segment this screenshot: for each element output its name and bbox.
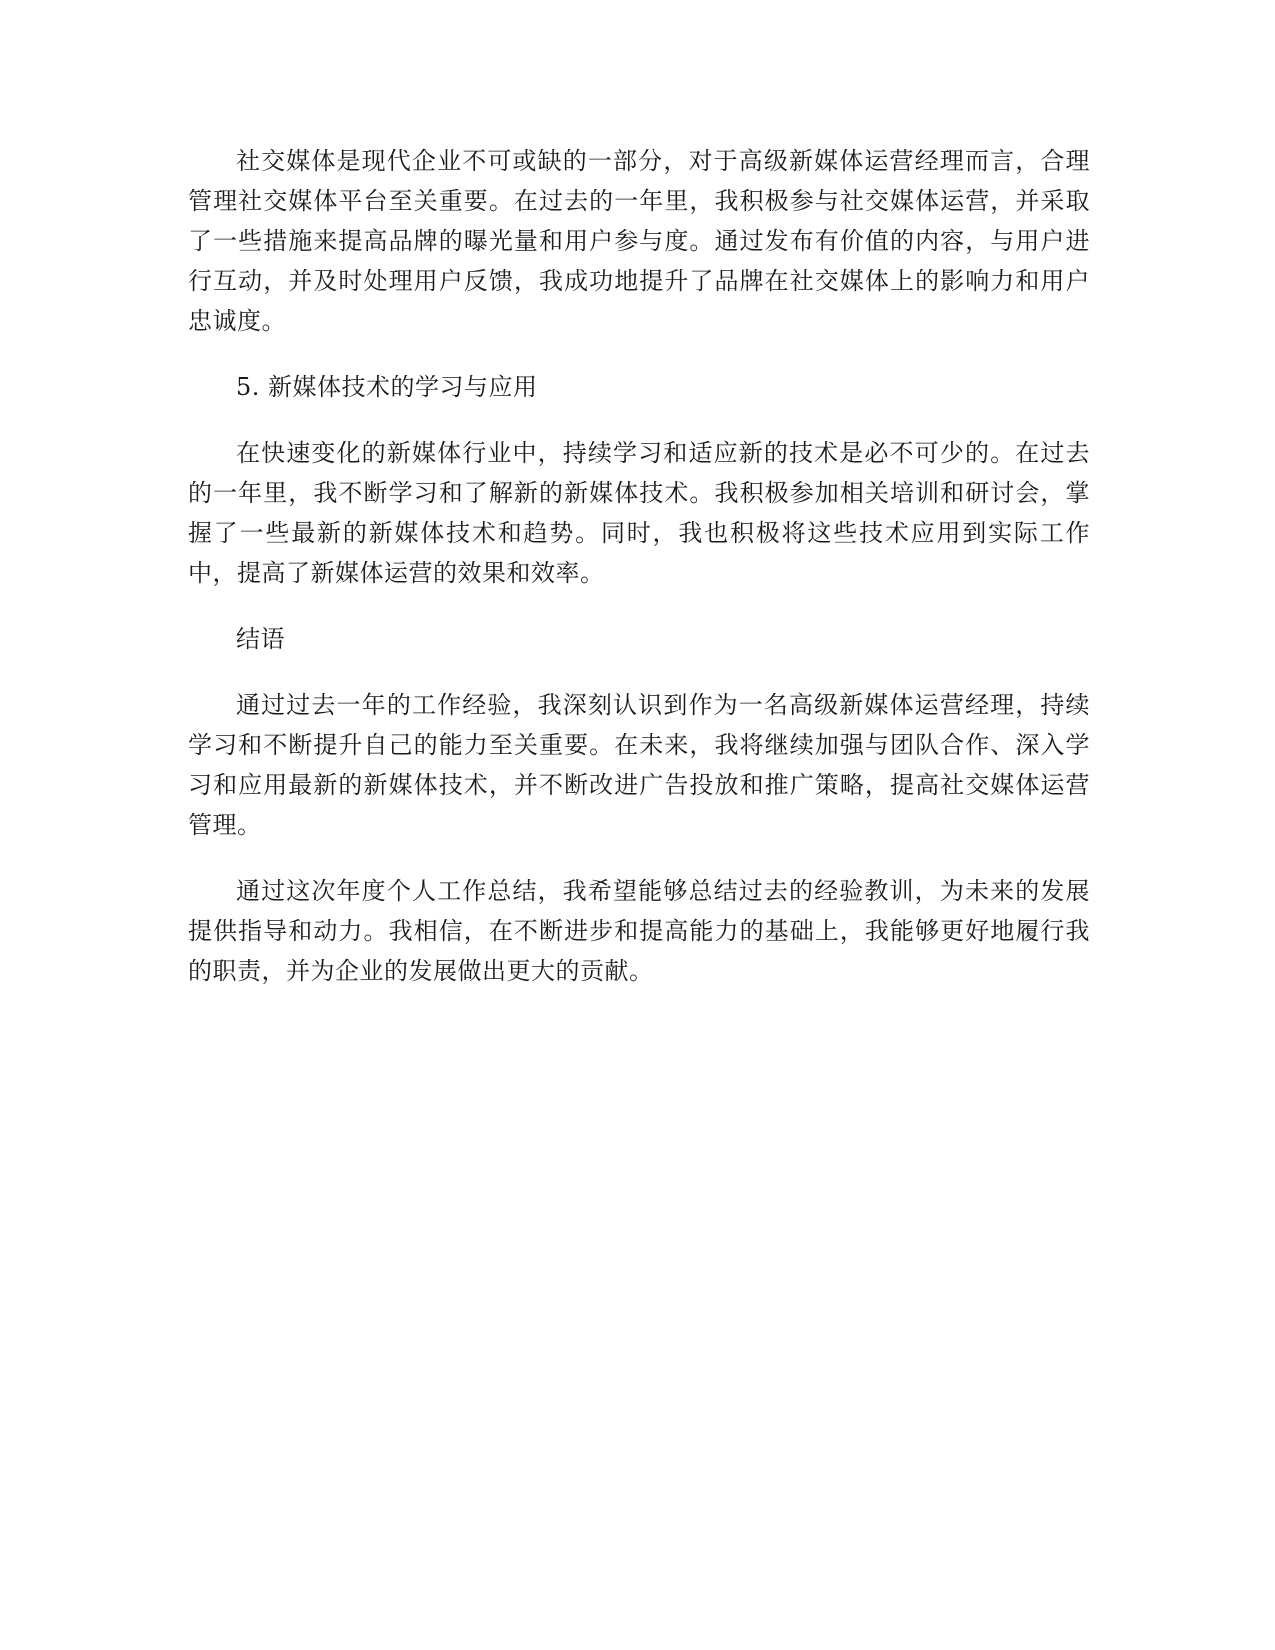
paragraph-social-media: 社交媒体是现代企业不可或缺的一部分，对于高级新媒体运营经理而言，合理管理社交媒体平台至关重要。在过去的一年里，我积极参与社交媒体运营，并采取了一些措施来提高品牌的曝光量和用户参与度。通过发布有价值的内容，与用户进行互动，并及时处理用户反馈，我成功地提升了品牌在社交媒体上的影响力和用户忠诚度。 <box>188 147 1090 335</box>
paragraph-conclusion-2: 通过这次年度个人工作总结，我希望能够总结过去的经验教训，为未来的发展提供指导和动力。我相信，在不断进步和提高能力的基础上，我能够更好地履行我的职责，并为企业的发展做出更大的贡献。 <box>188 877 1090 985</box>
paragraph-new-media-tech: 在快速变化的新媒体行业中，持续学习和适应新的技术是必不可少的。在过去的一年里，我不断学习和了解新的新媒体技术。我积极参加相关培训和研讨会，掌握了一些最新的新媒体技术和趋势。同时，我也积极将这些技术应用到实际工作中，提高了新媒体运营的效果和效率。 <box>188 439 1090 587</box>
section-heading-conclusion: 结语 <box>236 625 285 653</box>
document-body <box>188 141 1090 1017</box>
section-heading-new-media-tech: 5. 新媒体技术的学习与应用 <box>236 373 538 401</box>
paragraph-conclusion-1: 通过过去一年的工作经验，我深刻认识到作为一名高级新媒体运营经理，持续学习和不断提升自己的能力至关重要。在未来，我将继续加强与团队合作、深入学习和应用最新的新媒体技术，并不断改进广告投放和推广策略，提高社交媒体运营管理。 <box>188 691 1090 839</box>
